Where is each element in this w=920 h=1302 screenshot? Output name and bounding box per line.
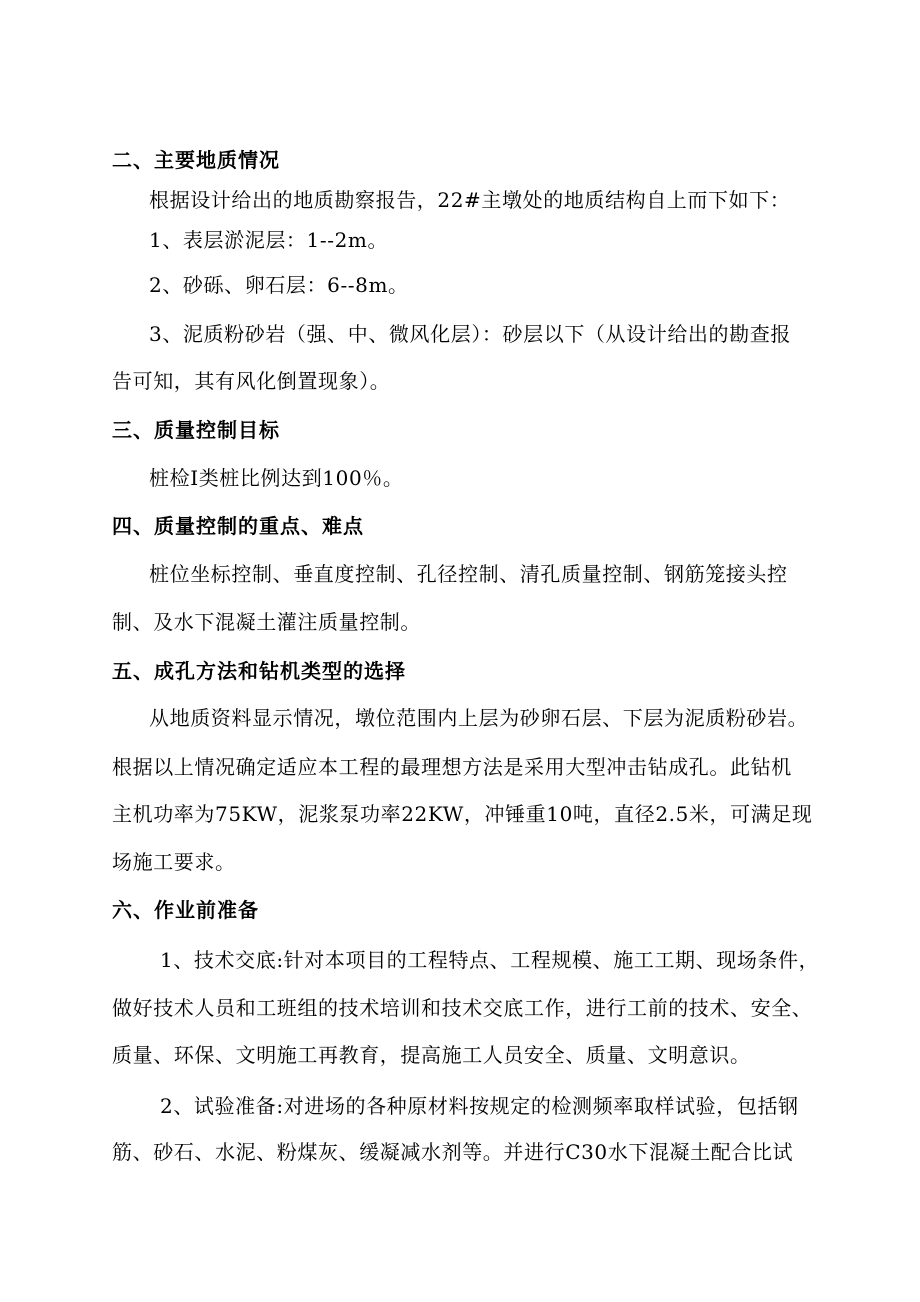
section-heading: 五、成孔方法和钻机类型的选择 — [112, 659, 406, 683]
paragraph-line: 1、表层淤泥层：1--2m。 — [149, 228, 389, 252]
paragraph-line: 场施工要求。 — [112, 850, 236, 874]
section-heading: 三、质量控制目标 — [112, 418, 280, 442]
paragraph-line: 质量、环保、文明施工再教育，提高施工人员安全、质量、文明意识。 — [112, 1043, 751, 1067]
paragraph-line: 根据以上情况确定适应本工程的最理想方法是采用大型冲击钻成孔。此钻机 — [112, 755, 792, 779]
paragraph-line: 根据设计给出的地质勘察报告，22#主墩处的地质结构自上而下如下： — [149, 188, 791, 212]
paragraph-line: 做好技术人员和工班组的技术培训和技术交底工作，进行工前的技术、安全、 — [112, 996, 813, 1020]
paragraph-line: 主机功率为75KW，泥浆泵功率22KW，冲锤重10吨，直径2.5米，可满足现 — [112, 802, 813, 826]
paragraph-line: 筋、砂石、水泥、粉煤灰、缓凝减水剂等。并进行C30水下混凝土配合比试 — [112, 1140, 794, 1164]
paragraph-line: 1、技术交底:针对本项目的工程特点、工程规模、施工工期、现场条件， — [160, 948, 820, 972]
paragraph-line: 2、试验准备:对进场的各种原材料按规定的检测频率取样试验，包括钢 — [160, 1094, 799, 1118]
paragraph-line: 从地质资料显示情况，墩位范围内上层为砂卵石层、下层为泥质粉砂岩。 — [149, 706, 809, 730]
paragraph-line: 告可知，其有风化倒置现象）。 — [112, 369, 391, 393]
paragraph-line: 3、泥质粉砂岩（强、中、微风化层）：砂层以下（从设计给出的勘查报 — [149, 322, 791, 346]
paragraph-line: 2、砂砾、卵石层：6--8m。 — [149, 273, 409, 297]
paragraph-line: 桩检Ⅰ类桩比例达到100％。 — [149, 466, 404, 490]
paragraph-line: 桩位坐标控制、垂直度控制、孔径控制、清孔质量控制、钢筋笼接头控 — [149, 562, 788, 586]
section-heading: 二、主要地质情况 — [112, 148, 280, 172]
section-heading: 六、作业前准备 — [112, 898, 259, 922]
section-heading: 四、质量控制的重点、难点 — [112, 514, 364, 538]
paragraph-line: 制、及水下混凝土灌注质量控制。 — [112, 610, 421, 634]
